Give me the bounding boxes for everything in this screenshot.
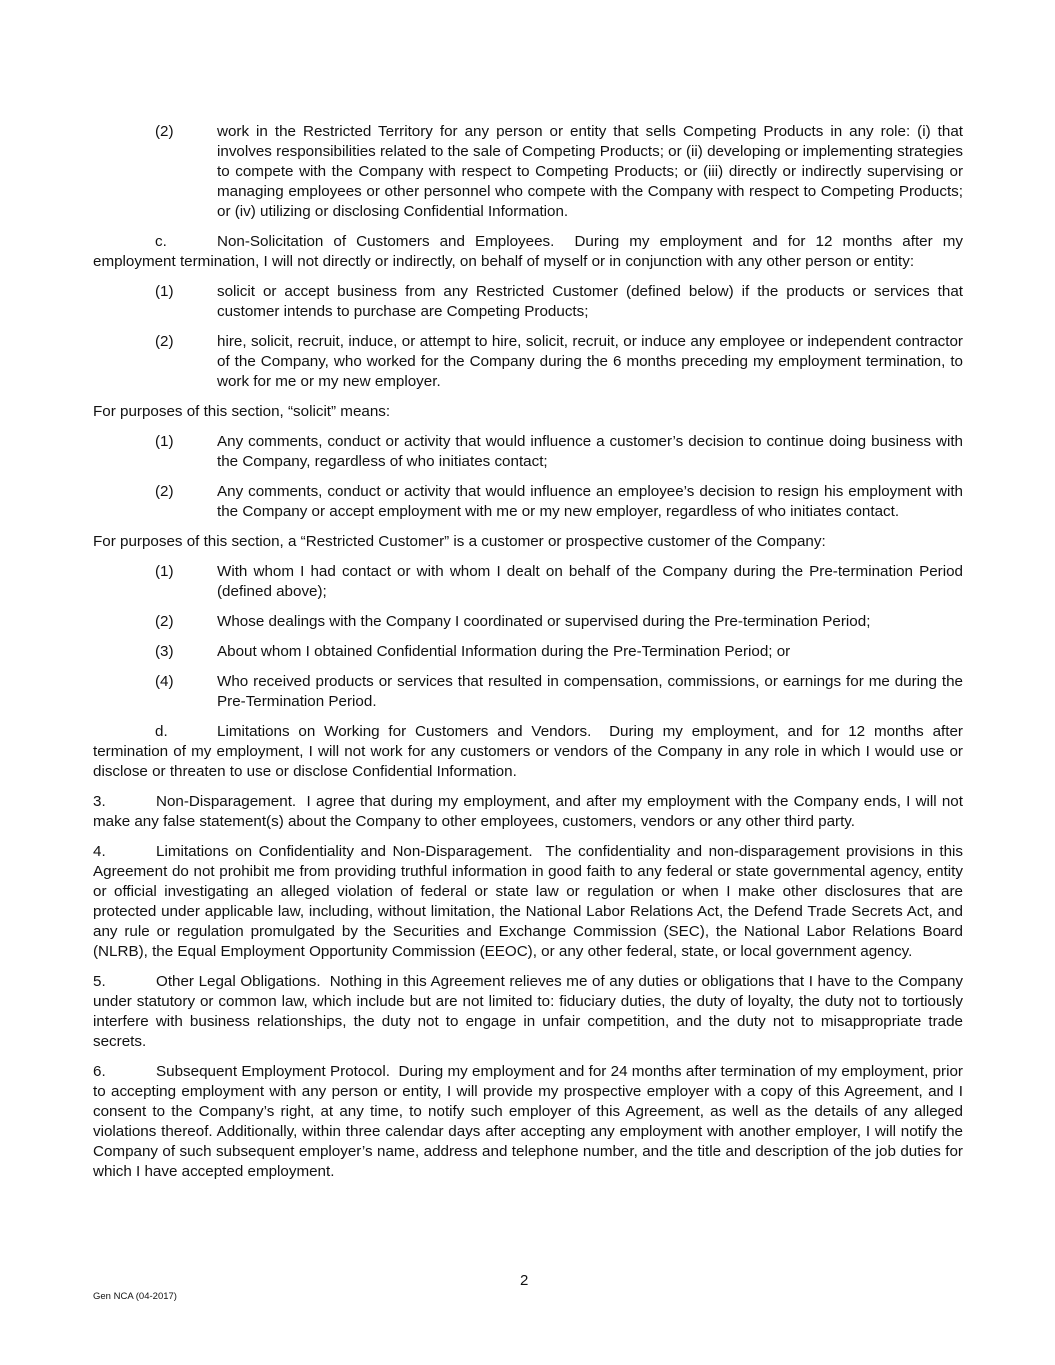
- list-item-text: Who received products or services that resulted in compensation, commissions, or earnings for me during the Pre-Termination Period.: [217, 673, 963, 710]
- list-item-number: (1): [155, 283, 174, 300]
- list-item-number: (1): [155, 433, 174, 450]
- section-heading: Other Legal Obligations.: [156, 973, 321, 990]
- section-label: d.: [155, 723, 168, 740]
- section-c: [93, 232, 963, 272]
- section-label: c.: [155, 233, 167, 250]
- section-label: 3.: [93, 793, 106, 810]
- list-item-text: hire, solicit, recruit, induce, or attempt to hire, solicit, recruit, or induce any employee or independent contractor of the Company, who worked for the Company during the 6 months preceding my employment termination, to work for me or my new employer.: [217, 333, 963, 390]
- list-item: [93, 432, 963, 472]
- solicit-definition-intro: For purposes of this section, “solicit” means:: [93, 403, 391, 420]
- list-item: [93, 122, 963, 222]
- list-item-number: (3): [155, 643, 174, 660]
- section-text: During my employment and for 12 months after my employment termination, I will not directly or indirectly, on behalf of myself or in conjunction with any other person or entity:: [93, 233, 963, 270]
- section-text: During my employment and for 24 months after termination of my employment, prior to accepting employment with any person or entity, I will provide my prospective employer with a copy of this Agreement, and I consent to the Company’s right, at any time, to notify such employer of this Agreement, as well as the details of any alleged violations thereof. Additionally, within three calendar days after accepting any employment with another employer, I will notify the Company of such subsequent employer’s name, address and telephone number, and the title and description of the job duties for which I have accepted employment.: [93, 1063, 963, 1180]
- list-item-number: (1): [155, 563, 174, 580]
- section-d: [93, 722, 963, 782]
- form-code: Gen NCA (04-2017): [93, 1291, 177, 1302]
- list-item-text: work in the Restricted Territory for any person or entity that sells Competing Products in any role: (i) that involves responsibilities related to the sale of Competing Products; or (ii) developing or implementing strategies to compete with the Company with respect to Competing Products; or (iii) directly or indirectly supervising or managing employees or other personnel who compete with the Company with respect to Competing Products; or (iv) utilizing or disclosing Confidential Information.: [217, 123, 963, 220]
- list-item: [93, 672, 963, 712]
- section-label: 4.: [93, 843, 106, 860]
- section-heading: Limitations on Working for Customers and Vendors.: [217, 723, 592, 740]
- list-item-number: (2): [155, 483, 174, 500]
- list-item: [93, 482, 963, 522]
- list-item-text: About whom I obtained Confidential Information during the Pre-Termination Period; or: [217, 643, 791, 660]
- section-4: [93, 842, 963, 962]
- page-number: 2: [520, 1272, 529, 1289]
- section-heading: Subsequent Employment Protocol.: [156, 1063, 390, 1080]
- list-item-text: solicit or accept business from any Restricted Customer (defined below) if the products or services that customer intends to purchase are Competing Products;: [217, 283, 963, 320]
- list-item-number: (2): [155, 613, 174, 630]
- section-text: During my employment, and for 12 months after termination of my employment, I will not work for any customers or vendors of the Company in any role in which I would use or disclose or threaten to use or disclose Confidential Information.: [93, 723, 963, 780]
- section-text: I agree that during my employment, and after my employment with the Company ends, I will not make any false statement(s) about the Company to other employees, customers, vendors or any other third party.: [93, 793, 963, 830]
- list-item-text: With whom I had contact or with whom I dealt on behalf of the Company during the Pre-termination Period (defined above);: [217, 563, 963, 600]
- section-heading: Limitations on Confidentiality and Non-Disparagement.: [156, 843, 533, 860]
- list-item-text: Any comments, conduct or activity that would influence a customer’s decision to continue doing business with the Company, regardless of who initiates contact;: [217, 433, 963, 470]
- section-label: 5.: [93, 973, 106, 990]
- section-text: The confidentiality and non-disparagement provisions in this Agreement do not prohibit me from providing truthful information in good faith to any federal or state governmental agency, entity or official investigating an alleged violation of federal or state law or regulation or when I make other disclosures that are protected under applicable law, including, without limitation, the National Labor Relations Act, the Defend Trade Secrets Act, and any rule or regulation promulgated by the Securities and Exchange Commission (SEC), the National Labor Relations Board (NLRB), the Equal Employment Opportunity Commission (EEOC), or any other federal, state, or local government agency.: [93, 843, 963, 960]
- list-item-text: Any comments, conduct or activity that would influence an employee’s decision to resign his employment with the Company or accept employment with me or my new employer, regardless of who initiates contact.: [217, 483, 963, 520]
- document-body: [93, 122, 963, 1192]
- list-item-text: Whose dealings with the Company I coordinated or supervised during the Pre-termination Period;: [217, 613, 871, 630]
- list-item-number: (2): [155, 123, 174, 140]
- section-text: Nothing in this Agreement relieves me of any duties or obligations that I have to the Company under statutory or common law, which include but are not limited to: fiduciary duties, the duty of loyalty, the duty not to tortiously interfere with business relationships, the duty not to engage in unfair competition, and the duty not to misappropriate trade secrets.: [93, 973, 963, 1050]
- section-5: [93, 972, 963, 1052]
- section-heading: Non-Solicitation of Customers and Employees.: [217, 233, 555, 250]
- list-item: [93, 642, 963, 662]
- list-item: [93, 282, 963, 322]
- restricted-customer-intro: For purposes of this section, a “Restricted Customer” is a customer or prospective customer of the Company:: [93, 533, 826, 550]
- section-heading: Non-Disparagement.: [156, 793, 297, 810]
- list-item-number: (4): [155, 673, 174, 690]
- list-item-number: (2): [155, 333, 174, 350]
- section-3: [93, 792, 963, 832]
- list-item: [93, 612, 963, 632]
- section-6: [93, 1062, 963, 1182]
- list-item: [93, 562, 963, 602]
- section-label: 6.: [93, 1063, 106, 1080]
- list-item: [93, 332, 963, 392]
